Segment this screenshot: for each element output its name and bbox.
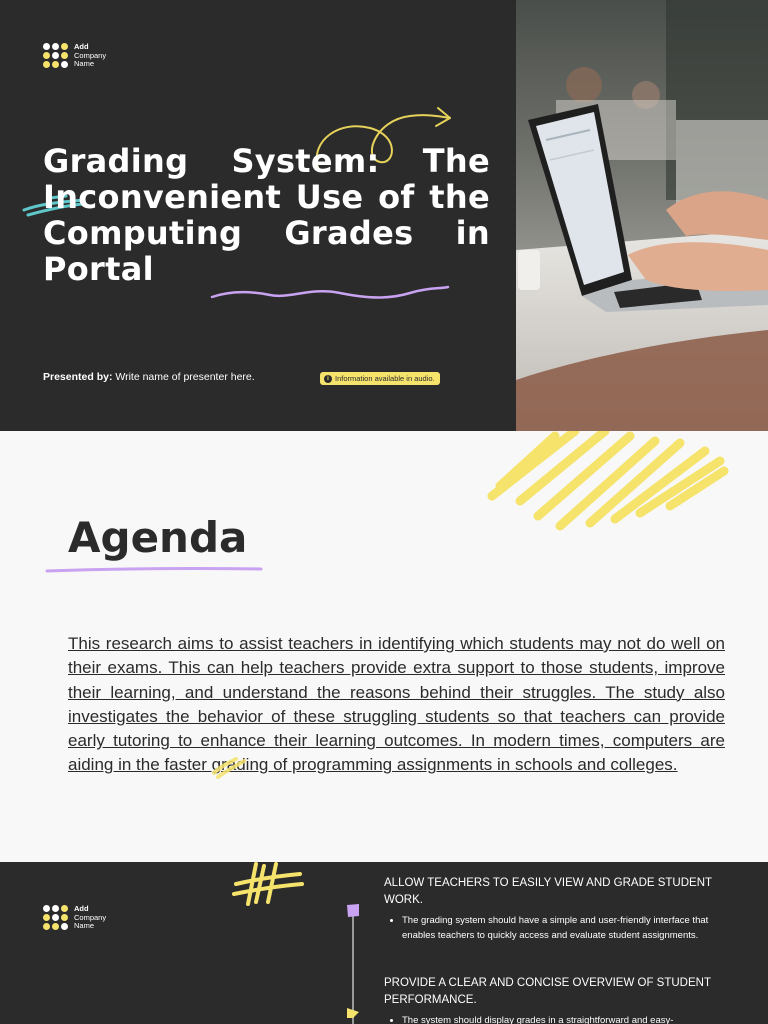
- agenda-slide: [0, 431, 768, 862]
- yellow-scribble-decoration-icon: [480, 431, 740, 531]
- info-icon: i: [324, 375, 332, 383]
- yellow-flag-marker-icon: [345, 1006, 361, 1020]
- laptop-photo-illustration: [516, 0, 768, 431]
- logo-line-3: Name: [74, 59, 95, 68]
- purple-underline-icon: [45, 564, 265, 576]
- audio-badge-label: Information available in audio.: [335, 374, 435, 383]
- yellow-hashtag-doodle-icon: [228, 862, 308, 907]
- logo-text: [74, 905, 106, 931]
- logo-line-3: Name: [74, 921, 95, 930]
- title-line-3: Computing Grades in: [43, 214, 490, 252]
- objective-2: [384, 975, 729, 1024]
- presenter-label: Presented by:: [43, 371, 113, 383]
- objective-1-bullet-1: • The grading system should have a simple and user-friendly interface that enables teachers to quickly access and evaluate student assignments.: [402, 913, 729, 943]
- agenda-body-text: This research aims to assist teachers in identifying which students may not do well on their exams. This can help teachers provide extra support to those students, improve their learning, and understand the reasons behind their struggles. The study also investigates the behavior of these struggling students so that teachers can provide early tutoring to enhance their learning outcomes. In modern times, computers are aiding in the faster grading of programming assignments in schools and colleges.: [68, 634, 725, 775]
- title-slide: [0, 0, 768, 431]
- company-logo-2: [43, 905, 106, 931]
- logo-line-2: Company: [74, 912, 107, 922]
- objective-2-bullet-1: • The system should display grades in a straightforward and easy-: [402, 1013, 729, 1024]
- laptop-typing-photo: [516, 0, 768, 431]
- title-line-1: Grading System: The: [43, 142, 490, 180]
- objective-1-heading: ALLOW TEACHERS TO EASILY VIEW AND GRADE STUDENT WORK.: [384, 877, 712, 906]
- audio-info-badge[interactable]: [320, 372, 440, 385]
- logo-line-1: Add: [74, 42, 89, 51]
- title-line-2: Inconvenient Use of the: [43, 178, 490, 216]
- title-line-4: Portal: [43, 250, 154, 288]
- agenda-title: Agenda: [68, 513, 248, 562]
- presenter-line: [43, 371, 255, 383]
- presentation-title: [43, 143, 490, 287]
- purple-wave-underline-icon: [210, 283, 450, 303]
- logo-text: [74, 43, 106, 69]
- objective-1-bullets: [384, 913, 729, 943]
- logo-dots-icon: [43, 43, 68, 68]
- purple-flag-marker-icon: [345, 903, 361, 919]
- presenter-name: Write name of presenter here.: [112, 371, 255, 383]
- company-logo: [43, 43, 106, 69]
- objective-1: [384, 875, 729, 943]
- logo-line-2: Company: [74, 50, 107, 60]
- logo-line-1: Add: [74, 904, 89, 913]
- objective-2-bullets: [384, 1013, 729, 1024]
- objectives-slide: [0, 862, 768, 1024]
- logo-dots-icon: [43, 905, 68, 930]
- objective-2-heading: PROVIDE A CLEAR AND CONCISE OVERVIEW OF STUDENT PERFORMANCE.: [384, 977, 711, 1006]
- yellow-highlight-mark-icon: [210, 749, 250, 779]
